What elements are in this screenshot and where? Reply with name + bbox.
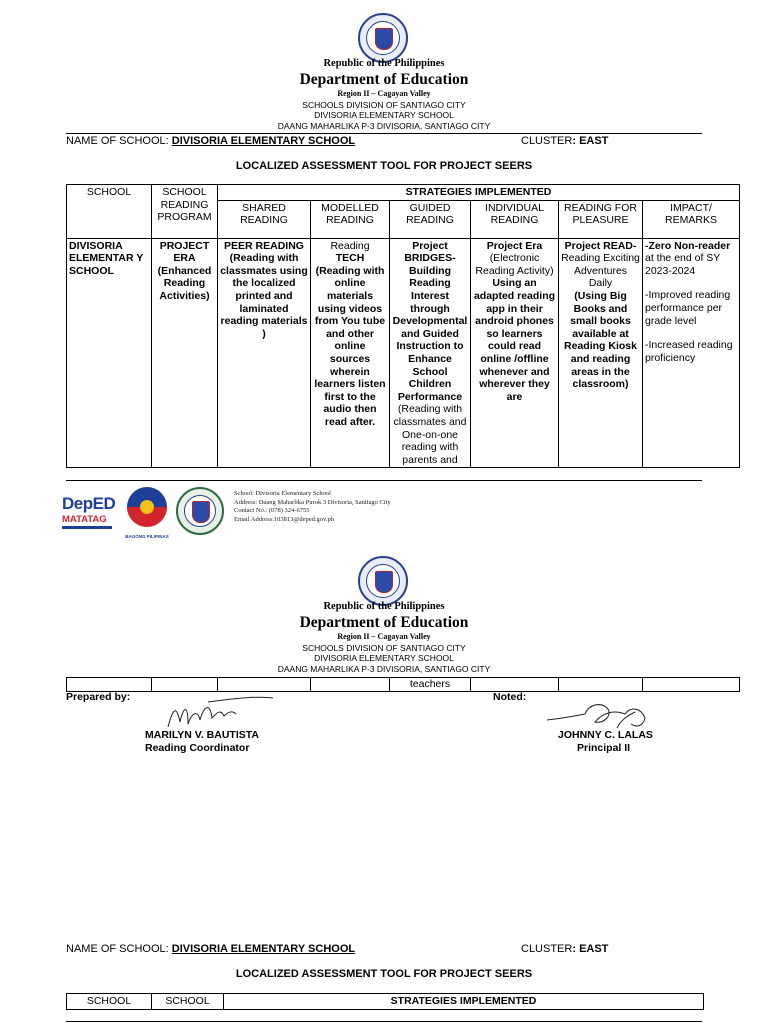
pleasure-desc: (Using Big Books and small books available at Reading Kiosk and reading areas in the classroom) <box>564 289 637 391</box>
footer-contact-block <box>234 490 391 524</box>
program-title: PROJECT ERA <box>159 239 210 265</box>
prepared-role: Reading Coordinator <box>145 742 250 754</box>
cell-modelled <box>311 238 390 468</box>
school-seal-icon <box>176 487 224 535</box>
program-desc: (Enhanced Reading Activities) <box>157 264 212 302</box>
school-label: NAME OF SCHOOL: <box>66 135 172 147</box>
pleasure-sub: Reading Exciting Adventures Daily <box>561 252 640 290</box>
school-name-line <box>66 135 355 147</box>
region-text: Region II – Cagayan Valley <box>337 89 431 98</box>
bagong-pilipinas-logo <box>120 485 174 539</box>
pleasure-title: Project READ- <box>564 239 637 252</box>
deped-logo-text: DepED <box>62 494 116 513</box>
bagong-pilipinas-icon <box>120 485 174 529</box>
cell-individual <box>471 238 559 468</box>
bottom-divider <box>66 1021 702 1022</box>
footer-contact: Contact No.: (078) 324-6755 <box>234 507 310 514</box>
cell-shared: PEER READING (Reading with classmates using the localized printed and laminated reading materials ) <box>218 238 311 468</box>
noted-role: Principal II <box>577 742 631 754</box>
header-individual-reading: INDIVIDUAL READING <box>471 200 559 238</box>
cell-guided-cont: teachers <box>390 678 471 692</box>
noted-name: JOHNNY C. LALAS <box>558 729 653 741</box>
republic-text-2: Republic of the Philippines <box>323 601 445 612</box>
division-text: SCHOOLS DIVISION OF SANTIAGO CITY <box>302 100 466 110</box>
bagong-pilipinas-text: BAGONG PILIPINAS <box>125 534 169 539</box>
header-divider <box>66 133 702 134</box>
assessment-table-3 <box>66 993 704 1010</box>
header-shared-reading: SHARED READING <box>218 200 311 238</box>
document-title-3: LOCALIZED ASSESSMENT TOOL FOR PROJECT SEERS <box>235 968 533 980</box>
cluster-label: CLUSTER <box>521 135 573 147</box>
footer-email: Email Address:103813@deped.gov.ph <box>234 515 334 523</box>
address-text-2: DAANG MAHARLIKA P-3 DIVISORIA, SANTIAGO CITY <box>277 664 491 674</box>
document-title: LOCALIZED ASSESSMENT TOOL FOR PROJECT SEERS <box>235 160 533 172</box>
department-title-2: Department of Education <box>299 614 469 631</box>
cluster-line-3 <box>521 943 608 955</box>
guided-desc: (Reading with classmates and One-on-one reading with parents and <box>393 403 467 466</box>
header-school-3: SCHOOL <box>67 994 152 1010</box>
prepared-signature-icon <box>158 692 278 732</box>
impact-1-rest: at the end of SY 2023-2024 <box>645 252 721 277</box>
school-header-text-2: DIVISORIA ELEMENTARY SCHOOL <box>314 653 454 663</box>
footer-school: School: Divisoria Elementary School <box>234 490 331 497</box>
cell-pleasure <box>559 238 643 468</box>
impact-3: -Increased reading proficiency <box>645 339 733 364</box>
individual-desc: Using an adapted reading app in their android phones so learners could read online /offline whenever and wherever they are <box>473 277 556 403</box>
cluster-line <box>521 135 608 147</box>
header-guided-reading: GUIDED READING <box>390 200 471 238</box>
school-name-line-3 <box>66 943 355 955</box>
school-header-text: DIVISORIA ELEMENTARY SCHOOL <box>314 110 454 120</box>
assessment-table <box>66 184 740 468</box>
footer-divider <box>66 480 702 481</box>
header-program-3-text: SCHOOL <box>165 995 210 1007</box>
school-name: DIVISORIA ELEMENTARY SCHOOL <box>171 135 356 147</box>
impact-2: -Improved reading performance per grade level <box>645 289 731 327</box>
cell-guided <box>390 238 471 468</box>
table-row <box>67 238 740 468</box>
matatag-logo-text: MATATAG <box>62 514 107 525</box>
header-strategies: STRATEGIES IMPLEMENTED <box>218 185 740 201</box>
deped-seal-icon-2 <box>358 556 408 606</box>
prepared-by-label: Prepared by: <box>66 691 131 703</box>
header-impact-remarks: IMPACT/ REMARKS <box>643 200 740 238</box>
address-text: DAANG MAHARLIKA P-3 DIVISORIA, SANTIAGO CITY <box>277 121 491 131</box>
footer-address: Address: Daang Maharlika Purok 3 Divisoria, Santiago City <box>234 498 391 506</box>
cluster-label-3: CLUSTER <box>521 943 573 955</box>
header-school: SCHOOL <box>67 185 152 239</box>
deped-seal-icon <box>358 13 408 63</box>
cell-school: DIVISORIA ELEMENTAR Y SCHOOL <box>67 238 152 468</box>
school-name-3: DIVISORIA ELEMENTARY SCHOOL <box>171 943 356 955</box>
header-strategies-3: STRATEGIES IMPLEMENTED <box>224 994 704 1010</box>
header-program-3 <box>152 994 224 1010</box>
cell-impact <box>643 238 740 468</box>
header-reading-for-pleasure: READING FOR PLEASURE <box>559 200 643 238</box>
division-text-2: SCHOOLS DIVISION OF SANTIAGO CITY <box>302 643 466 653</box>
continuation-table <box>66 677 740 692</box>
department-title: Department of Education <box>299 71 469 88</box>
deped-matatag-logo <box>62 494 117 539</box>
impact-1 <box>645 240 737 278</box>
republic-text: Republic of the Philippines <box>323 58 445 69</box>
individual-sub: (Electronic Reading Activity) <box>475 252 554 277</box>
guided-title: Project BRIDGES- Building Reading Interest through Developmental and Guided Instruction to Enhance School Children Performance <box>392 239 468 403</box>
cluster-value-3: : EAST <box>572 943 609 955</box>
school-label-3: NAME OF SCHOOL: <box>66 943 172 955</box>
modelled-desc: TECH (Reading with online materials using videos from You tube and other online sources wherein learners listen first to the audio then read after. <box>314 252 386 428</box>
modelled-title: Reading <box>330 239 370 252</box>
cluster-value: : EAST <box>572 135 609 147</box>
prepared-name: MARILYN V. BAUTISTA <box>145 729 259 741</box>
individual-title: Project Era <box>486 239 543 252</box>
impact-1-bold: -Zero Non-reader <box>645 239 731 252</box>
region-text-2: Region II – Cagayan Valley <box>337 632 431 641</box>
noted-label: Noted: <box>493 691 527 703</box>
cell-program <box>152 238 218 468</box>
header-program: SCHOOL READING PROGRAM <box>152 185 218 239</box>
header-modelled-reading: MODELLED READING <box>311 200 390 238</box>
